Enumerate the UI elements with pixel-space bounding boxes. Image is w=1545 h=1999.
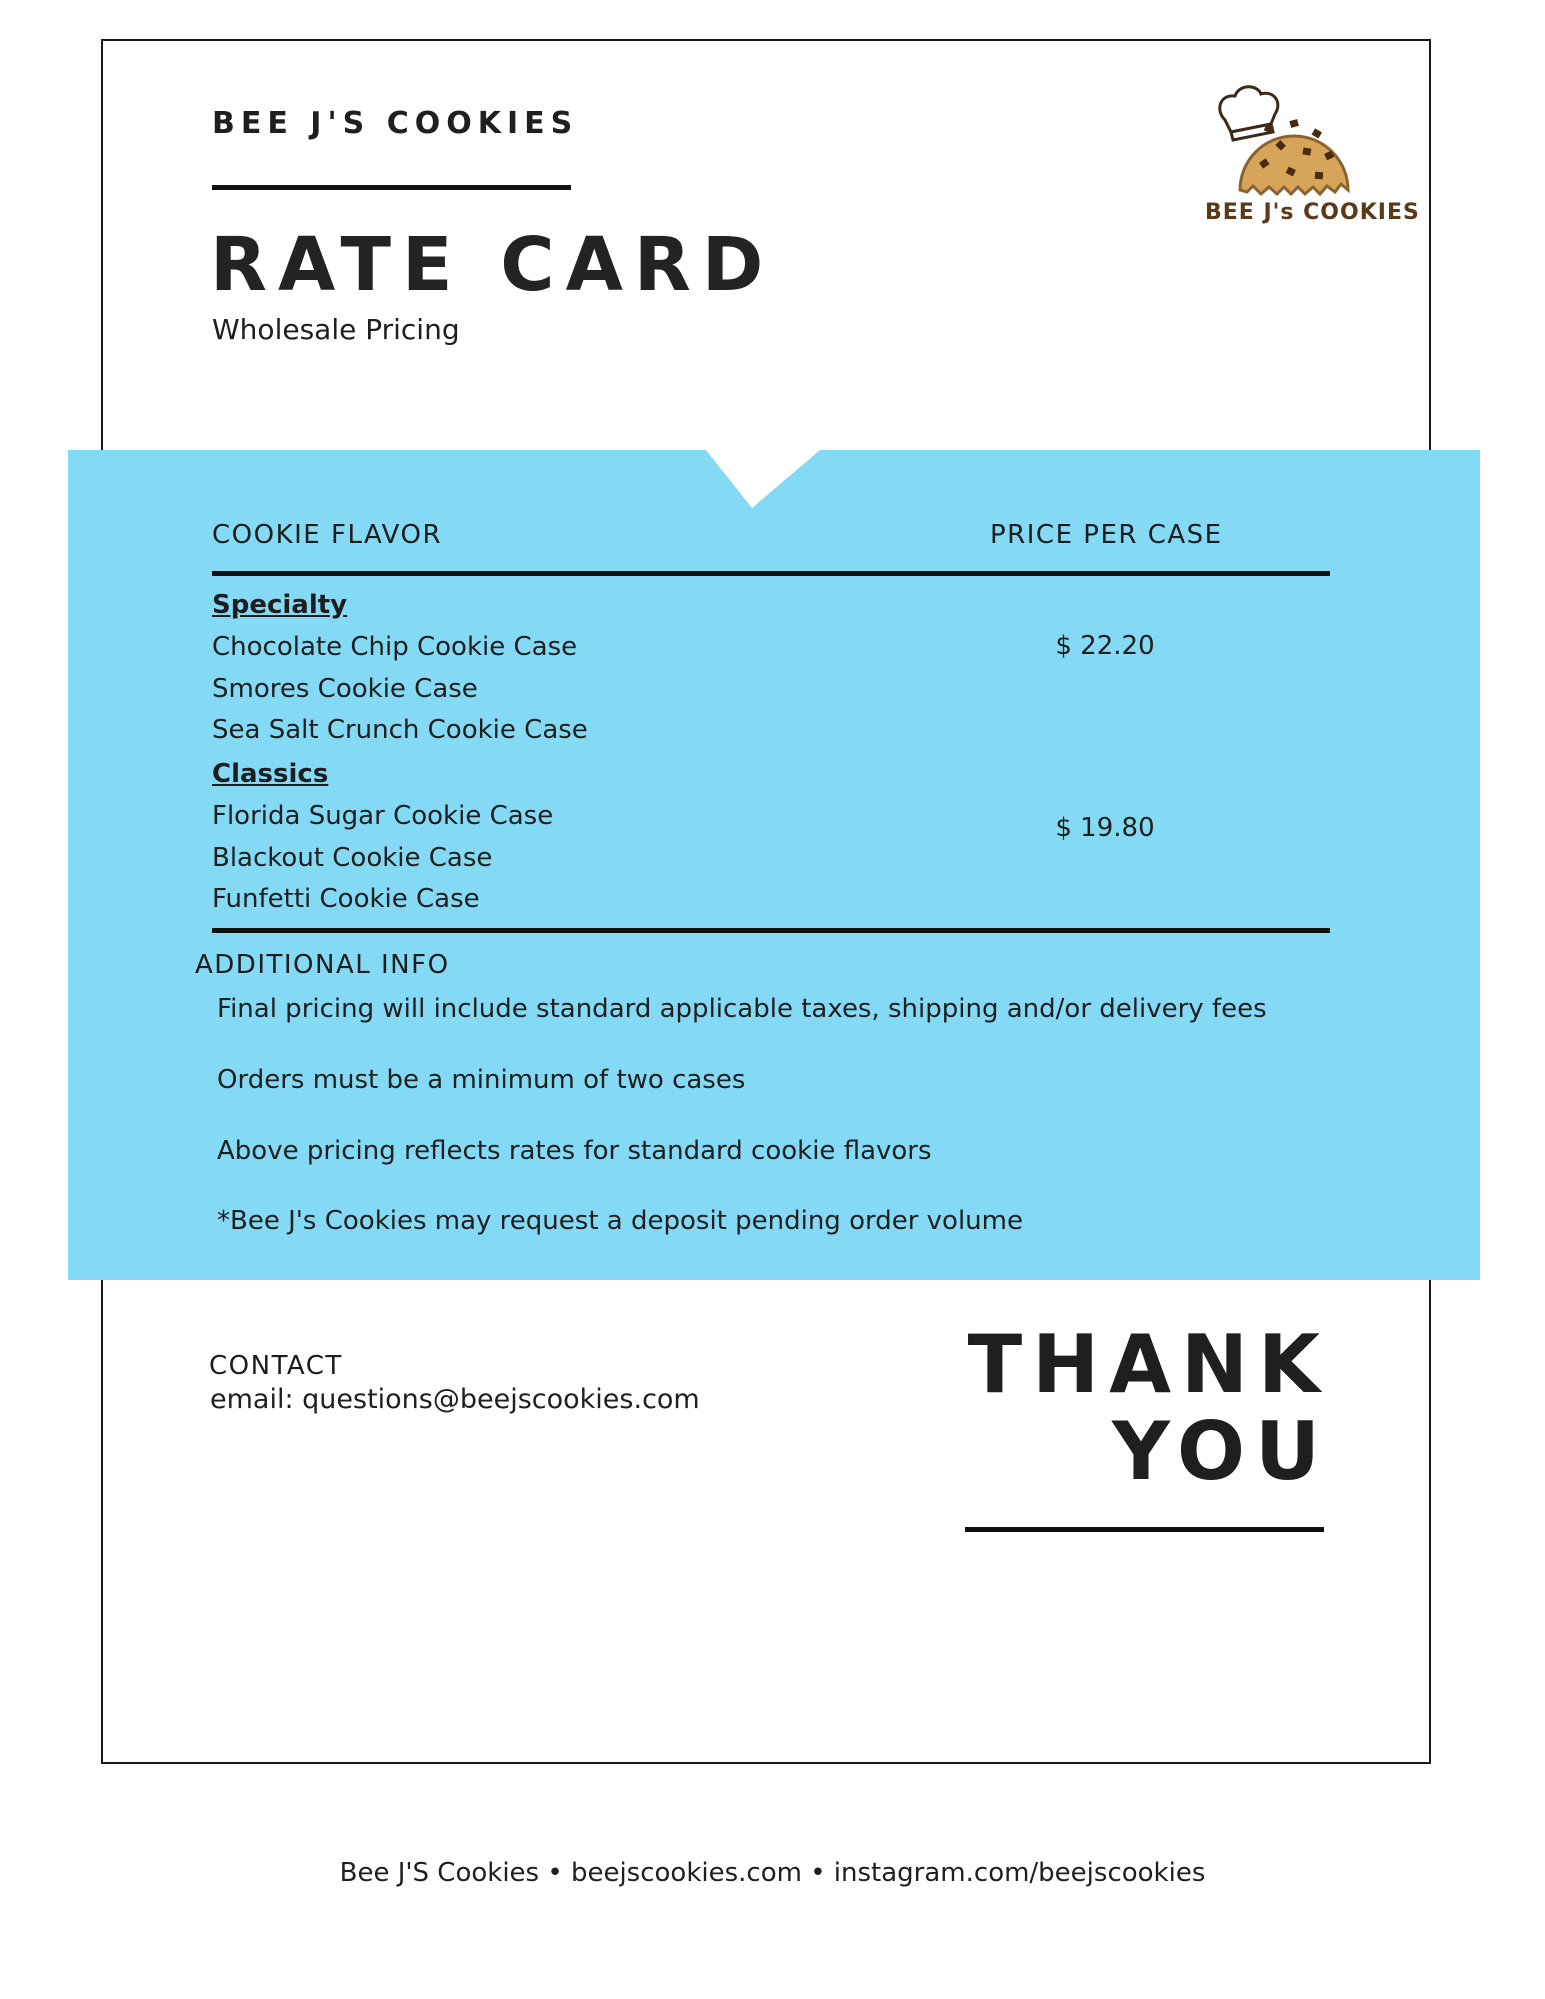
thank-you-divider <box>965 1527 1324 1532</box>
brand-name: BEE J'S COOKIES <box>212 106 579 141</box>
info-line: *Bee J's Cookies may request a deposit pending order volume <box>217 1206 1023 1236</box>
info-line: Orders must be a minimum of two cases <box>217 1065 746 1095</box>
info-line: Above pricing reflects rates for standard cookie flavors <box>217 1136 932 1166</box>
additional-info-heading: ADDITIONAL INFO <box>195 950 450 980</box>
logo-wordmark: BEE J's COOKIES <box>1205 200 1420 225</box>
price-classics: $ 19.80 <box>1055 813 1155 843</box>
section-classics: Classics <box>212 759 329 789</box>
flavor-item: Sea Salt Crunch Cookie Case <box>212 715 588 745</box>
contact-heading: CONTACT <box>209 1351 343 1381</box>
flavor-item: Florida Sugar Cookie Case <box>212 801 554 831</box>
info-line: Final pricing will include standard applicable taxes, shipping and/or delivery fees <box>217 994 1267 1024</box>
flavor-item: Funfetti Cookie Case <box>212 884 480 914</box>
flavor-item: Chocolate Chip Cookie Case <box>212 632 578 662</box>
column-header-flavor: COOKIE FLAVOR <box>212 520 443 550</box>
brand-divider <box>212 185 571 190</box>
column-header-price: PRICE PER CASE <box>990 520 1223 550</box>
footer-links: Bee J'S Cookies • beejscookies.com • instagram.com/beejscookies <box>339 1858 1206 1888</box>
page-title: RATE CARD <box>210 222 775 308</box>
flavor-item: Smores Cookie Case <box>212 674 478 704</box>
section-specialty: Specialty <box>212 590 348 620</box>
contact-email[interactable]: email: questions@beejscookies.com <box>210 1384 700 1415</box>
thank-you-line-2: YOU <box>1111 1405 1330 1498</box>
page-subtitle: Wholesale Pricing <box>212 313 460 346</box>
thank-you-line-1: THANK <box>967 1318 1330 1411</box>
flavor-item: Blackout Cookie Case <box>212 843 493 873</box>
price-specialty: $ 22.20 <box>1055 631 1155 661</box>
